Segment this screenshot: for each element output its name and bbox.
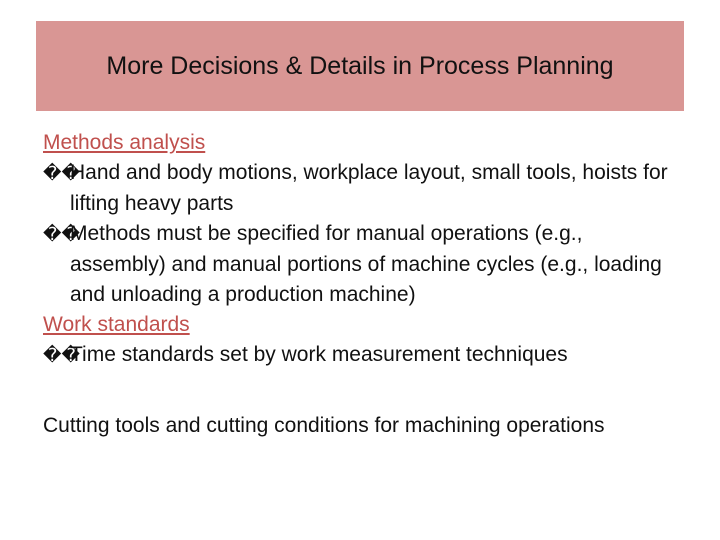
bullet-glyph-icon: �� (43, 163, 80, 184)
bullet-item (43, 158, 673, 219)
cutting-tools-paragraph: Cutting tools and cutting conditions for machining operations (43, 414, 605, 437)
bullet-glyph-icon: �� (43, 224, 80, 245)
work-standards-heading: Work standards (43, 313, 190, 336)
bullet-glyph-icon: �� (43, 345, 80, 366)
bullet-text: Time standards set by work measurement techniques (70, 343, 568, 366)
section-spacer (43, 371, 673, 411)
bullet-text: Hand and body motions, workplace layout, small tools, hoists for lifting heavy parts (70, 161, 668, 215)
bullet-item (43, 219, 673, 310)
slide-body (43, 128, 673, 441)
bullet-text: Methods must be specified for manual operations (e.g., assembly) and manual portions of machine cycles (e.g., loading and unloading a production machine) (70, 222, 662, 306)
slide-title: More Decisions & Details in Process Planning (106, 51, 614, 80)
slide-title-bar (36, 21, 684, 111)
methods-analysis-heading: Methods analysis (43, 131, 206, 154)
bullet-item (43, 340, 673, 371)
